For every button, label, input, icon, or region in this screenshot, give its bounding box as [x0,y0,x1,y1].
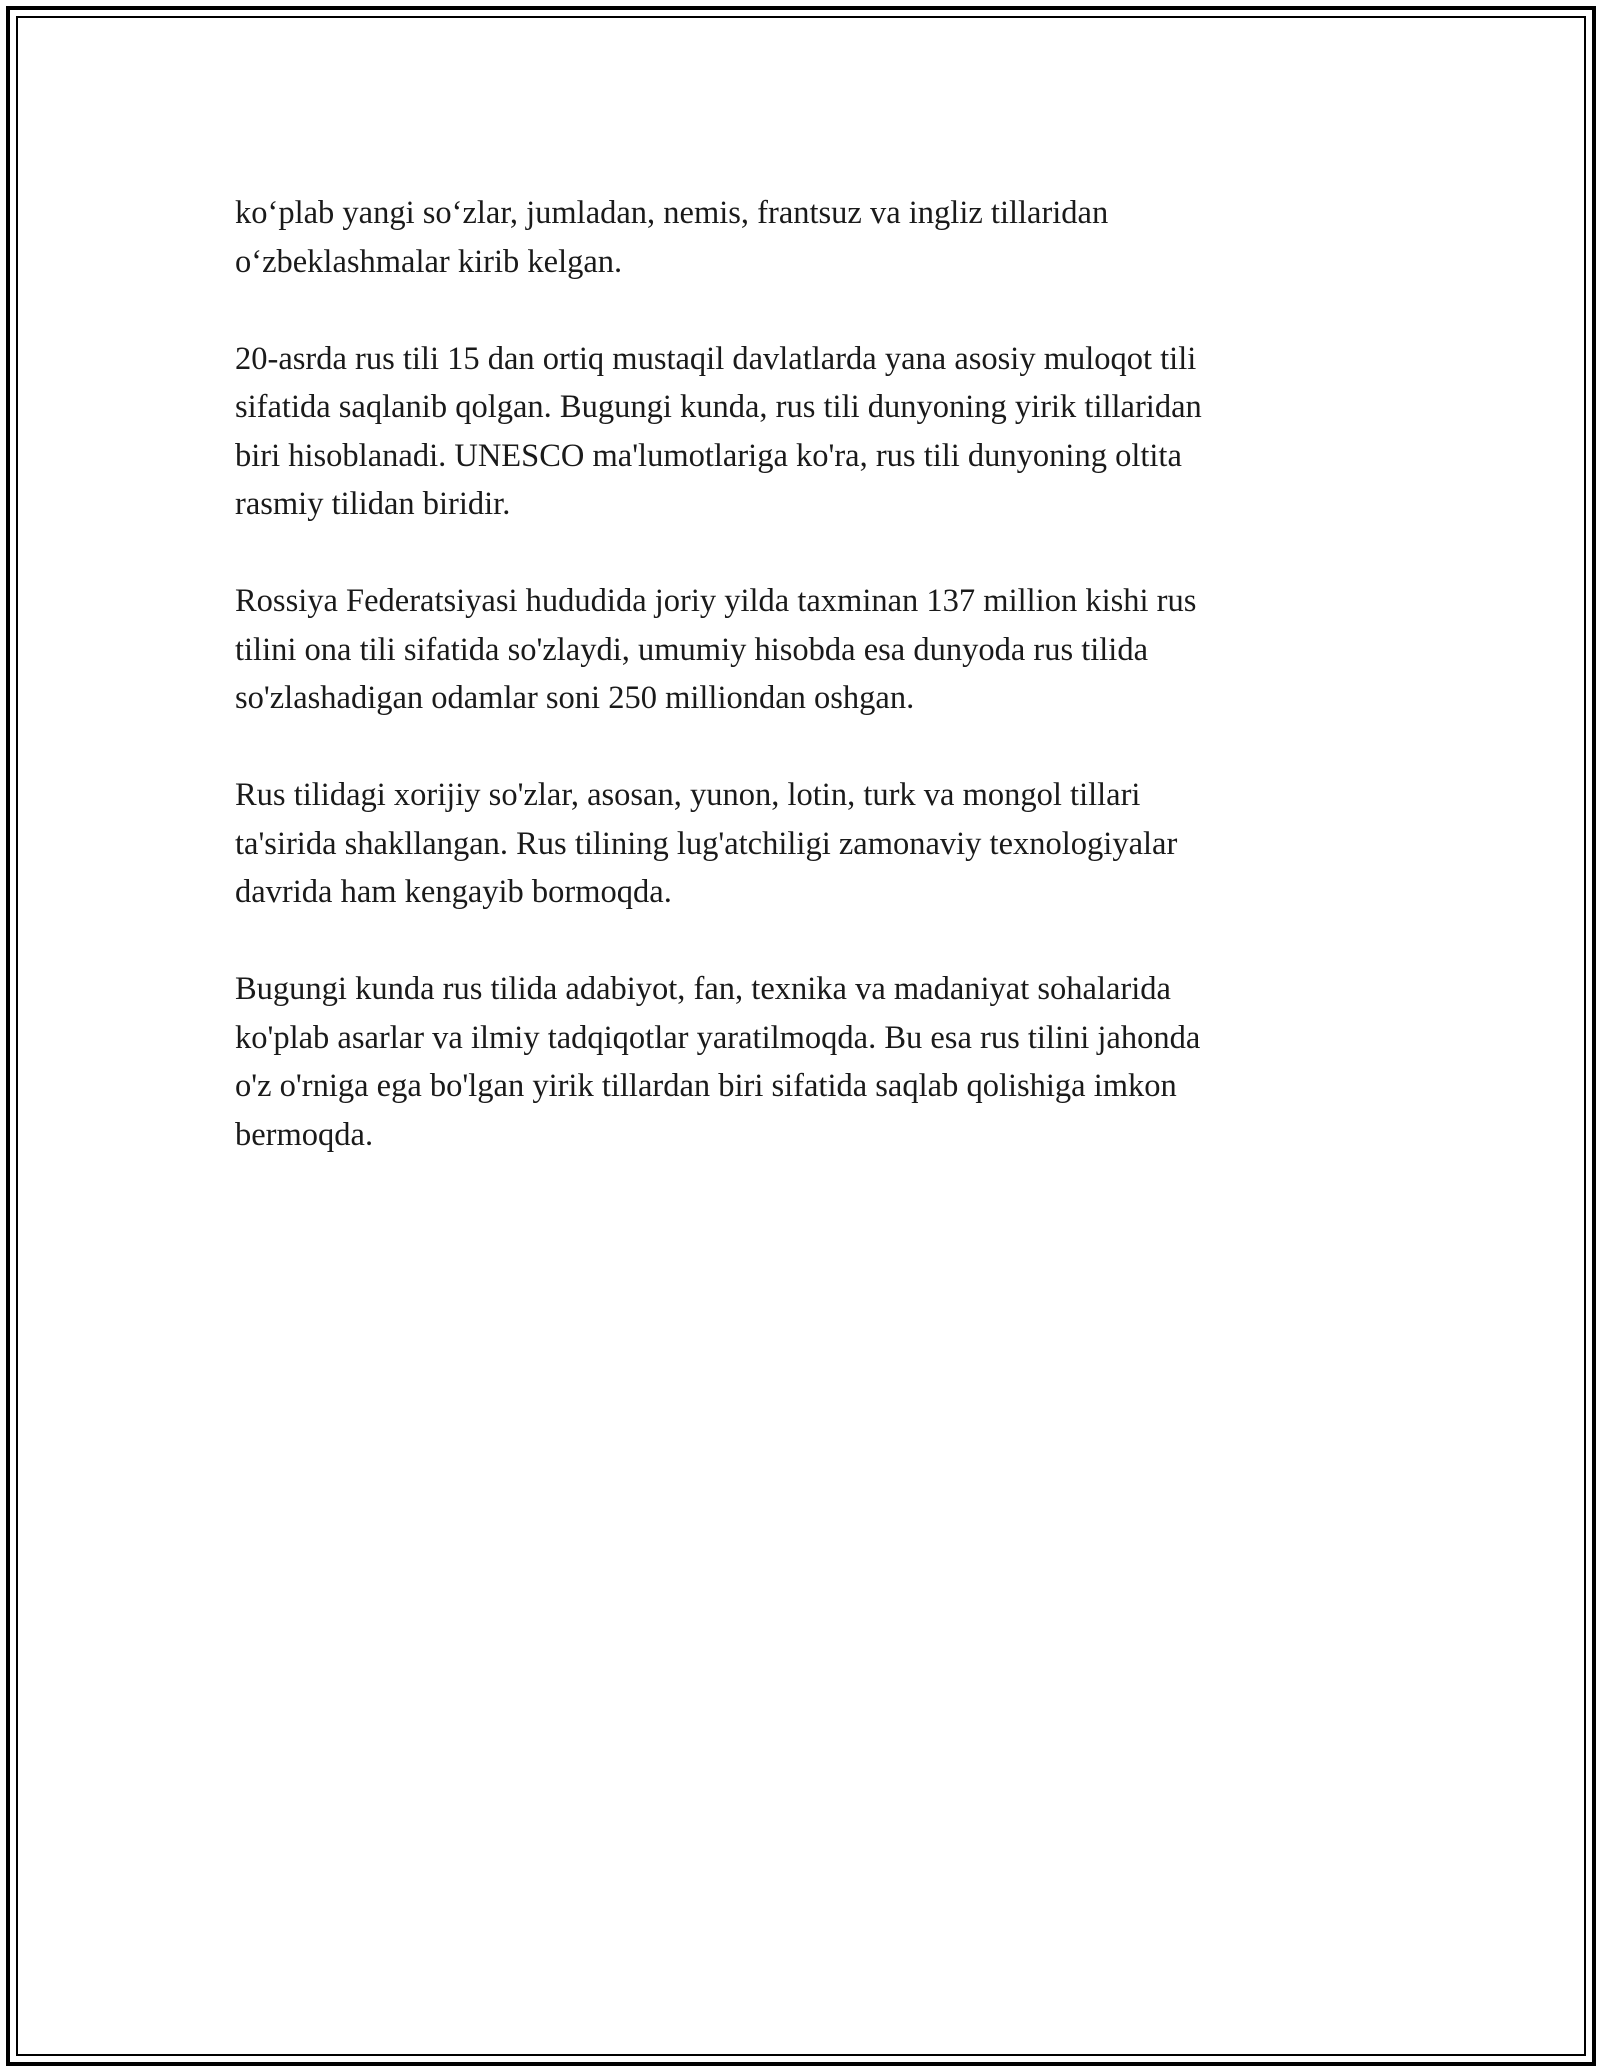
paragraph-2: 20-asrda rus tili 15 dan ortiq mustaqil davlatlarda yana asosiy muloqot tili sifatida saqlanib qolgan. Bugungi kunda, rus tili dunyoning yirik tillaridan biri hisoblanadi. UNESCO ma'lumotlariga ko'ra, rus tili dunyoning oltita rasmiy tilidan biridir. [235,340,1202,522]
document-body [235,189,1365,1208]
paragraph-3: Rossiya Federatsiyasi hududida joriy yilda taxminan 137 million kishi rus tilini ona tili sifatida so'zlaydi, umumiy hisobda esa dunyoda rus tilida so'zlashadigan odamlar soni 250 milliondan oshgan. [235,583,1197,716]
paragraph-5: Bugungi kunda rus tilida adabiyot, fan, texnika va madaniyat sohalarida ko'plab asarlar va ilmiy tadqiqotlar yaratilmoqda. Bu esa rus tilini jahonda o'z o'rniga ega bo'lgan yirik tillardan biri sifatida saqlab qolishiga imkon bermoqda. [235,971,1201,1153]
paragraph-4: Rus tilidagi xorijiy so'zlar, asosan, yunon, lotin, turk va mongol tillari ta'sirida shakllangan. Rus tilining lug'atchiligi zamonaviy texnologiyalar davrida ham kengayib bormoqda. [235,777,1178,910]
paragraph-1: ko‘plab yangi so‘zlar, jumladan, nemis, frantsuz va ingliz tillaridan o‘zbeklashmalar kirib kelgan. [235,195,1109,280]
